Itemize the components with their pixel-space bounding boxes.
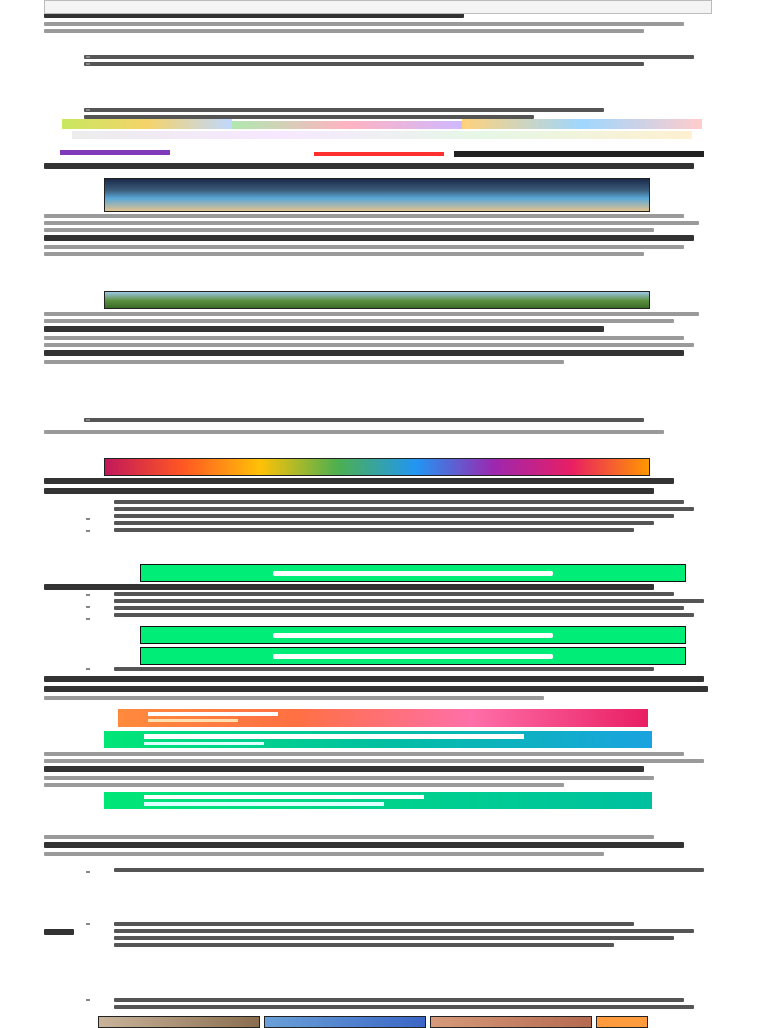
paragraph-5 (44, 835, 708, 859)
paragraph-3 (44, 430, 704, 437)
promo-banner-teal[interactable] (104, 731, 652, 748)
thumb-3[interactable] (430, 1016, 592, 1028)
cta-label (273, 571, 553, 576)
paragraph-2 (44, 312, 704, 367)
promo-text (148, 712, 278, 716)
cta-button-1[interactable] (140, 564, 686, 582)
bullet-list-9 (114, 998, 704, 1012)
bullet-list-6 (114, 667, 704, 674)
bullet-list-8 (114, 922, 704, 950)
bullet-list-1 (84, 55, 704, 69)
promo-text (144, 795, 424, 799)
bullet-list-3 (84, 418, 704, 425)
bullet-list-7 (114, 868, 704, 875)
ruler-toolbar[interactable] (44, 0, 712, 14)
photo-strip-2 (104, 291, 650, 309)
photo-strip-1 (104, 178, 650, 212)
cta-button-2[interactable] (140, 626, 686, 644)
promo-text (144, 734, 524, 739)
section-heading-2 (44, 478, 704, 498)
photo-strip-3 (104, 458, 650, 476)
thumb-2[interactable] (264, 1016, 426, 1028)
toolbar-strip-dark (454, 151, 704, 157)
bullet-list-4 (114, 500, 704, 535)
toolbar-tab-purple[interactable] (60, 150, 170, 155)
cta-label (273, 633, 553, 638)
tag-cloud (62, 117, 702, 145)
section-heading-1 (44, 163, 704, 173)
bullet-list-5 (114, 592, 704, 620)
promo-banner-orange[interactable] (118, 709, 648, 727)
paragraph-4 (44, 752, 708, 790)
thumb-4[interactable] (596, 1016, 648, 1028)
toolbar-tab-red[interactable] (314, 152, 444, 156)
article-title (44, 12, 708, 36)
cta-button-3[interactable] (140, 647, 686, 665)
section-heading-4 (44, 676, 708, 703)
thumb-1[interactable] (98, 1016, 260, 1028)
promo-banner-green[interactable] (104, 792, 652, 809)
paragraph-1 (44, 214, 704, 259)
cta-label (273, 654, 553, 659)
article-page (44, 0, 708, 14)
